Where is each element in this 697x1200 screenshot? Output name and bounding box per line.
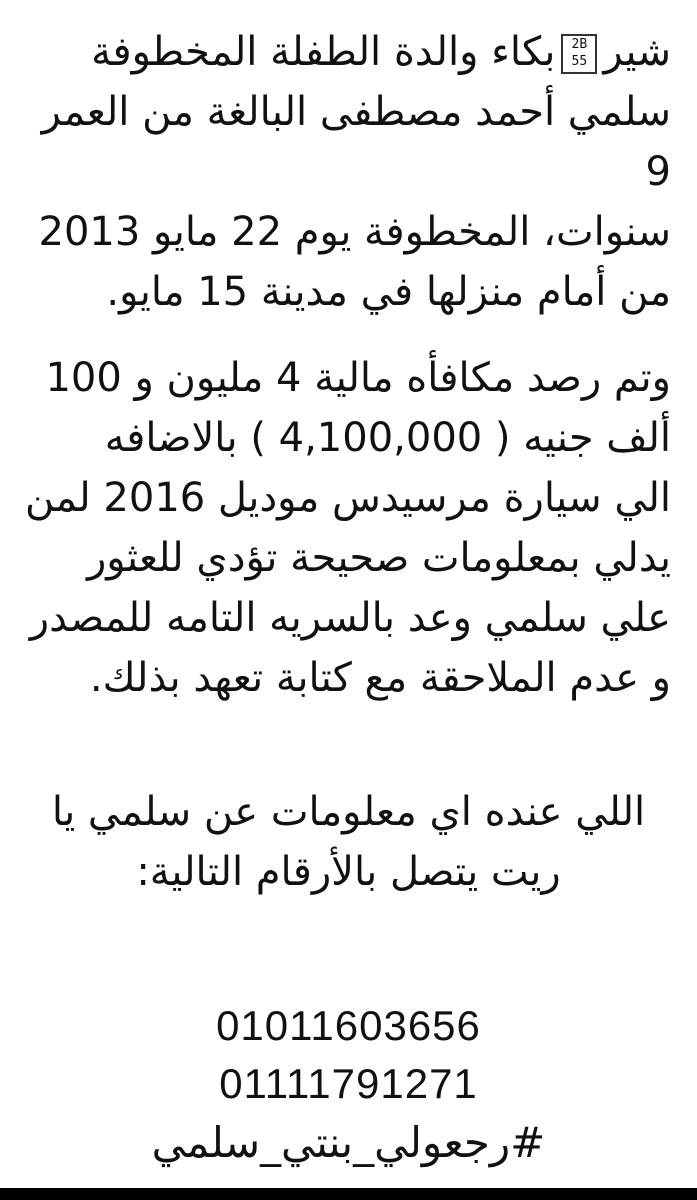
post-paragraph-reward: وتم رصد مكافأه مالية 4 مليون و 100 ألف جنيه ( 4,100,000 ) بالاضافه الي سيارة مرسيدس موديل 2016 لمن يدلي بمعلومات صحيحة تؤدي للعثور علي سلمي وعد بالسريه التامه للمصدر و عدم الملاحقة مع كتابة تعهد بذلك. bbox=[24, 355, 671, 701]
share-word: شير bbox=[603, 29, 671, 75]
contact-numbers bbox=[0, 997, 697, 1173]
post-paragraph-contact: اللي عنده اي معلومات عن سلمي يا ريت يتصل بالأرقام التالية: bbox=[51, 789, 646, 895]
phone-number-2[interactable]: 01111791271 bbox=[219, 1060, 478, 1107]
intro-text: بكاء والدة الطفلة المخطوفة سلمي أحمد مصطفى البالغة من العمر 9 سنوات، المخطوفة يوم 22 مايو 2013 من أمام منزلها في مدينة 15 مايو. bbox=[38, 29, 671, 315]
post-paragraph-intro bbox=[0, 22, 697, 322]
phone-number-1[interactable]: 01011603656 bbox=[216, 1002, 481, 1049]
hashtag-link[interactable]: #رجعولي_بنتي_سلمي bbox=[151, 1118, 546, 1167]
missing-glyph-icon: 2B 55 bbox=[561, 34, 597, 74]
bottom-bar bbox=[0, 1188, 697, 1200]
